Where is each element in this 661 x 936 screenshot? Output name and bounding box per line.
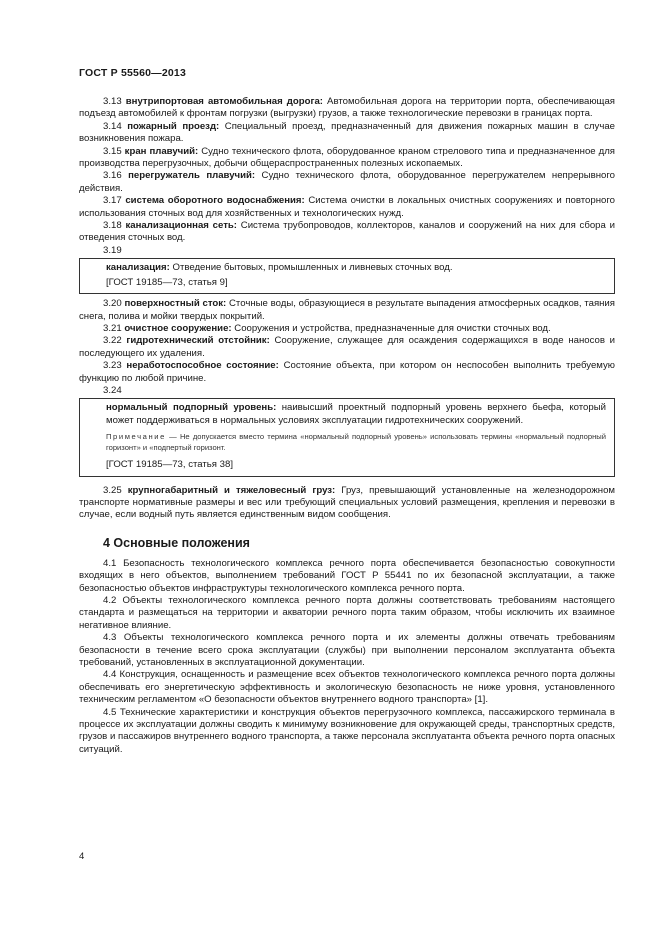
definition-item: 3.17 система оборотного водоснабжения: Система очистки в локальных очистных сооружениях и повторного использования сточных вод для хозяйственных и технологических нужд. [79,195,615,219]
definition-item: 3.13 внутрипортовая автомобильная дорога: Автомобильная дорога на территории порта, обеспечивающая подъезд автомобилей к фронтам погрузки (выгрузки) грузов, а также технологические перевозки в границах порта. [79,96,615,120]
section-paragraph: 4.1 Безопасность технологического комплекса речного порта обеспечивается безопасностью совокупности входящих в него объектов, выполнением требований ГОСТ Р 55441 по их безопасной эксплуатации, а также безопасностью объектов инфраструктуры технологического комплекса речного порта. [79,557,615,594]
definition-item: 3.25 крупногабаритный и тяжеловесный груз: Груз, превышающий установленные на железнодорожном транспорте нормативные размеры и вес или требующий специальных условий размещения, крепления и перевозки в случае, если водный путь является единственным видом сообщения. [79,484,616,521]
quoted-definition-box-1 [79,258,615,294]
definition-item: 3.14 пожарный проезд: Специальный проезд, предназначенный для движения пожарных машин в случае возникновения пожара. [79,120,615,145]
definitions-list-1 [79,96,615,245]
definition-item: 3.23 неработоспособное состояние: Состояние объекта, при котором он неспособен выполнить требуемую функцию по любой причине. [79,360,615,384]
box2-note: Примечание — Не допускается вместо термина «нормальный подпорный уровень» использовать термины «нормальный подпорный горизонт» и «подпертый горизонт. [106,432,606,453]
section-paragraph: 4.5 Технические характеристики и конструкция объектов перегрузочного комплекса, пассажирского терминала в процессе их эксплуатации должны сводить к минимуму возникновение для окружающей среды, транспортных средств, грузов и пассажиров внутреннего водного транспорта, а также персонала эксплуатанта объекта речного порта опасных ситуаций. [79,706,615,755]
section-paragraph: 4.4 Конструкция, оснащенность и размещение всех объектов технологического комплекса речного порта должны обеспечивать его энергетическую эффективность и экологическую безопасность не ниже уровня, установленного техническим регламентом «О безопасности объектов внутреннего водного транспорта» [1]. [79,669,615,706]
box1-definition: канализация: Отведение бытовых, промышленных и ливневых сточных вод. [106,262,453,274]
definition-item: 3.20 поверхностный сток: Сточные воды, образующиеся в результате выпадения атмосферных осадков, таяния снега, полива и мойки твердых покрытий. [79,298,615,322]
definition-item: 3.15 кран плавучий: Судно технического флота, оборудованное краном стрелового типа и предназначенное для производства перегрузочных, добычи общераспространенных полезных ископаемых. [79,145,615,170]
box1-source: [ГОСТ 19185—73, статья 9] [106,276,228,288]
box2-number: 3.24 [103,384,122,396]
section-paragraph: 4.2 Объекты технологического комплекса речного порта должны соответствовать требованиям настоящего стандарта и размещаться на территории и акватории речного порта таким образом, чтобы исключить их взаимное негативное влияние. [79,595,615,631]
definitions-list-2 [79,298,615,385]
section4-paragraphs [79,558,615,757]
definition-item: 3.22 гидротехнический отстойник: Сооружение, служащее для осаждения содержащихся в воде наносов и последующего их удаления. [79,335,615,359]
box2-source: [ГОСТ 19185—73, статья 38] [106,459,233,471]
definition-item: 3.16 перегружатель плавучий: Судно технического флота, оборудованное перегружателем непрерывного действия. [79,170,616,194]
section-heading: 4 Основные положения [103,535,250,550]
box1-number: 3.19 [103,244,122,256]
definition-item: 3.21 очистное сооружение: Сооружения и устройства, предназначенные для очистки сточных вод. [103,322,551,334]
box2-definition: нормальный подпорный уровень: наивысший проектный подпорный уровень верхнего бьефа, который может поддерживаться в нормальных условиях эксплуатации гидротехнических сооружений. [106,402,606,426]
section-paragraph: 4.3 Объекты технологического комплекса речного порта и их элементы должны отвечать требованиям безопасности в течение всего срока эксплуатации (службы) при выполнении персоналом эксплуатанта объекта требований, установленных в эксплуатационной документации. [79,632,615,669]
definition-item: 3.18 канализационная сеть: Система трубопроводов, коллекторов, каналов и сооружений на них для сбора и отведения сточных вод. [79,220,615,244]
quoted-definition-box-2 [79,398,615,476]
document-body [79,96,615,756]
page-number: 4 [79,851,85,862]
document-header: ГОСТ Р 55560—2013 [79,67,187,79]
